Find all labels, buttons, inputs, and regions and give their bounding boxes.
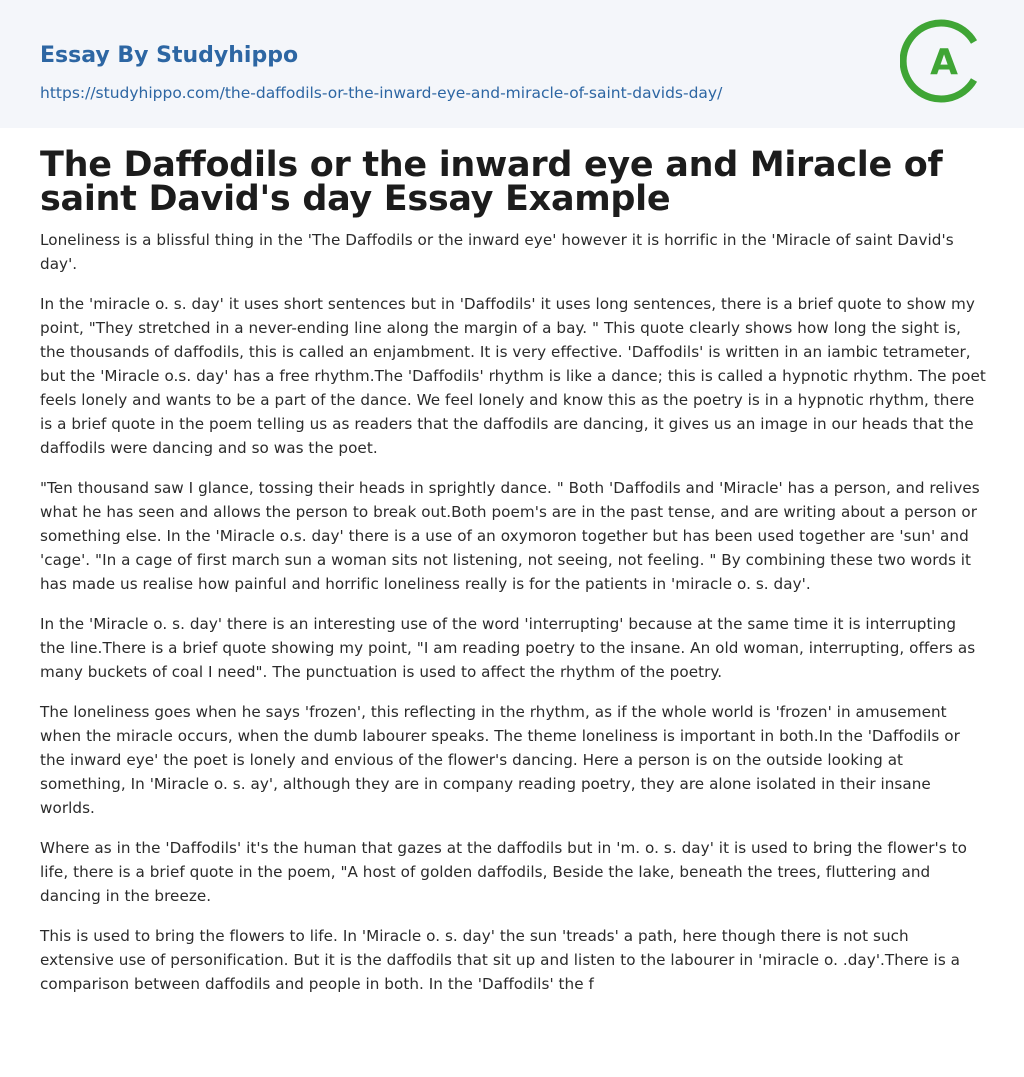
essay-url-link[interactable]: https://studyhippo.com/the-daffodils-or-the-inward-eye-and-miracle-of-saint-davids-day/ [40, 84, 723, 102]
essay-paragraph-7: This is used to bring the flowers to life. In 'Miracle o. s. day' the sun 'treads' a path, here though there is not such extensive use of personification. But it is the daffodils that sit up and listen to the labourer in 'miracle o. .day'.There is a comparison between daffodils and people in both. In the 'Daffodils' the f [40, 927, 961, 993]
essay-title: The Daffodils or the inward eye and Miracle of saint David's day Essay Example [40, 145, 943, 219]
essay-paragraph-5: The loneliness goes when he says 'frozen', this reflecting in the rhythm, as if the whole world is 'frozen' in amusement when the miracle occurs, when the dumb labourer speaks. The theme loneliness is important in both.In the 'Daffodils or the inward eye' the poet is lonely and envious of the flower's dancing. Here a person is on the outside looking at something, In 'Miracle o. s. ay', although they are in company reading poetry, they are alone isolated in their insane worlds. [40, 703, 960, 817]
essay-paragraph-3: "Ten thousand saw I glance, tossing their heads in sprightly dance. " Both 'Daffodils and 'Miracle' has a person, and relives what he has seen and allows the person to break out.Both poem's are in the past tense, and are writing about a person or something else. In the 'Miracle o.s. day' there is a use of an oxymoron together but has been used together are 'sun' and 'cage'. "In a cage of first march sun a woman sits not listening, not seeing, not feeling. " By combining these two words it has made us realise how painful and horrific loneliness really is for the patients in 'miracle o. s. day'. [40, 479, 980, 593]
essay-paragraph-2: In the 'miracle o. s. day' it uses short sentences but in 'Daffodils' it uses long sentences, there is a brief quote to show my point, "They stretched in a never-ending line along the margin of a bay. " This quote clearly shows how long the sight is, the thousands of daffodils, this is called an enjambment. It is very effective. 'Daffodils' is written in an iambic tetrameter, but the 'Miracle o.s. day' has a free rhythm.The 'Daffodils' rhythm is like a dance; this is called a hypnotic rhythm. The poet feels lonely and wants to be a part of the dance. We feel lonely and know this as the poetry is in a hypnotic rhythm, there is a brief quote in the poem telling us as readers that the daffodils are dancing, it gives us an image in our heads that the daffodils were dancing and so was the poet. [40, 295, 986, 457]
site-header [0, 0, 1024, 128]
studyhippo-a-logo-icon[interactable] [900, 18, 986, 104]
site-brand[interactable]: Essay By Studyhippo [40, 43, 299, 68]
article-content [0, 145, 1024, 996]
logo-letter: A [930, 42, 958, 83]
essay-paragraph-4: In the 'Miracle o. s. day' there is an interesting use of the word 'interrupting' because at the same time it is interrupting the line.There is a brief quote showing my point, "I am reading poetry to the insane. An old woman, interrupting, offers as many buckets of coal I need". The punctuation is used to affect the rhythm of the poetry. [40, 615, 976, 681]
essay-paragraph-6: Where as in the 'Daffodils' it's the human that gazes at the daffodils but in 'm. o. s. day' it is used to bring the flower's to life, there is a brief quote in the poem, "A host of golden daffodils, Beside the lake, beneath the trees, fluttering and dancing in the breeze. [40, 839, 967, 905]
essay-paragraph-1: Loneliness is a blissful thing in the 'The Daffodils or the inward eye' however it is horrific in the 'Miracle of saint David's day'. [40, 231, 954, 273]
